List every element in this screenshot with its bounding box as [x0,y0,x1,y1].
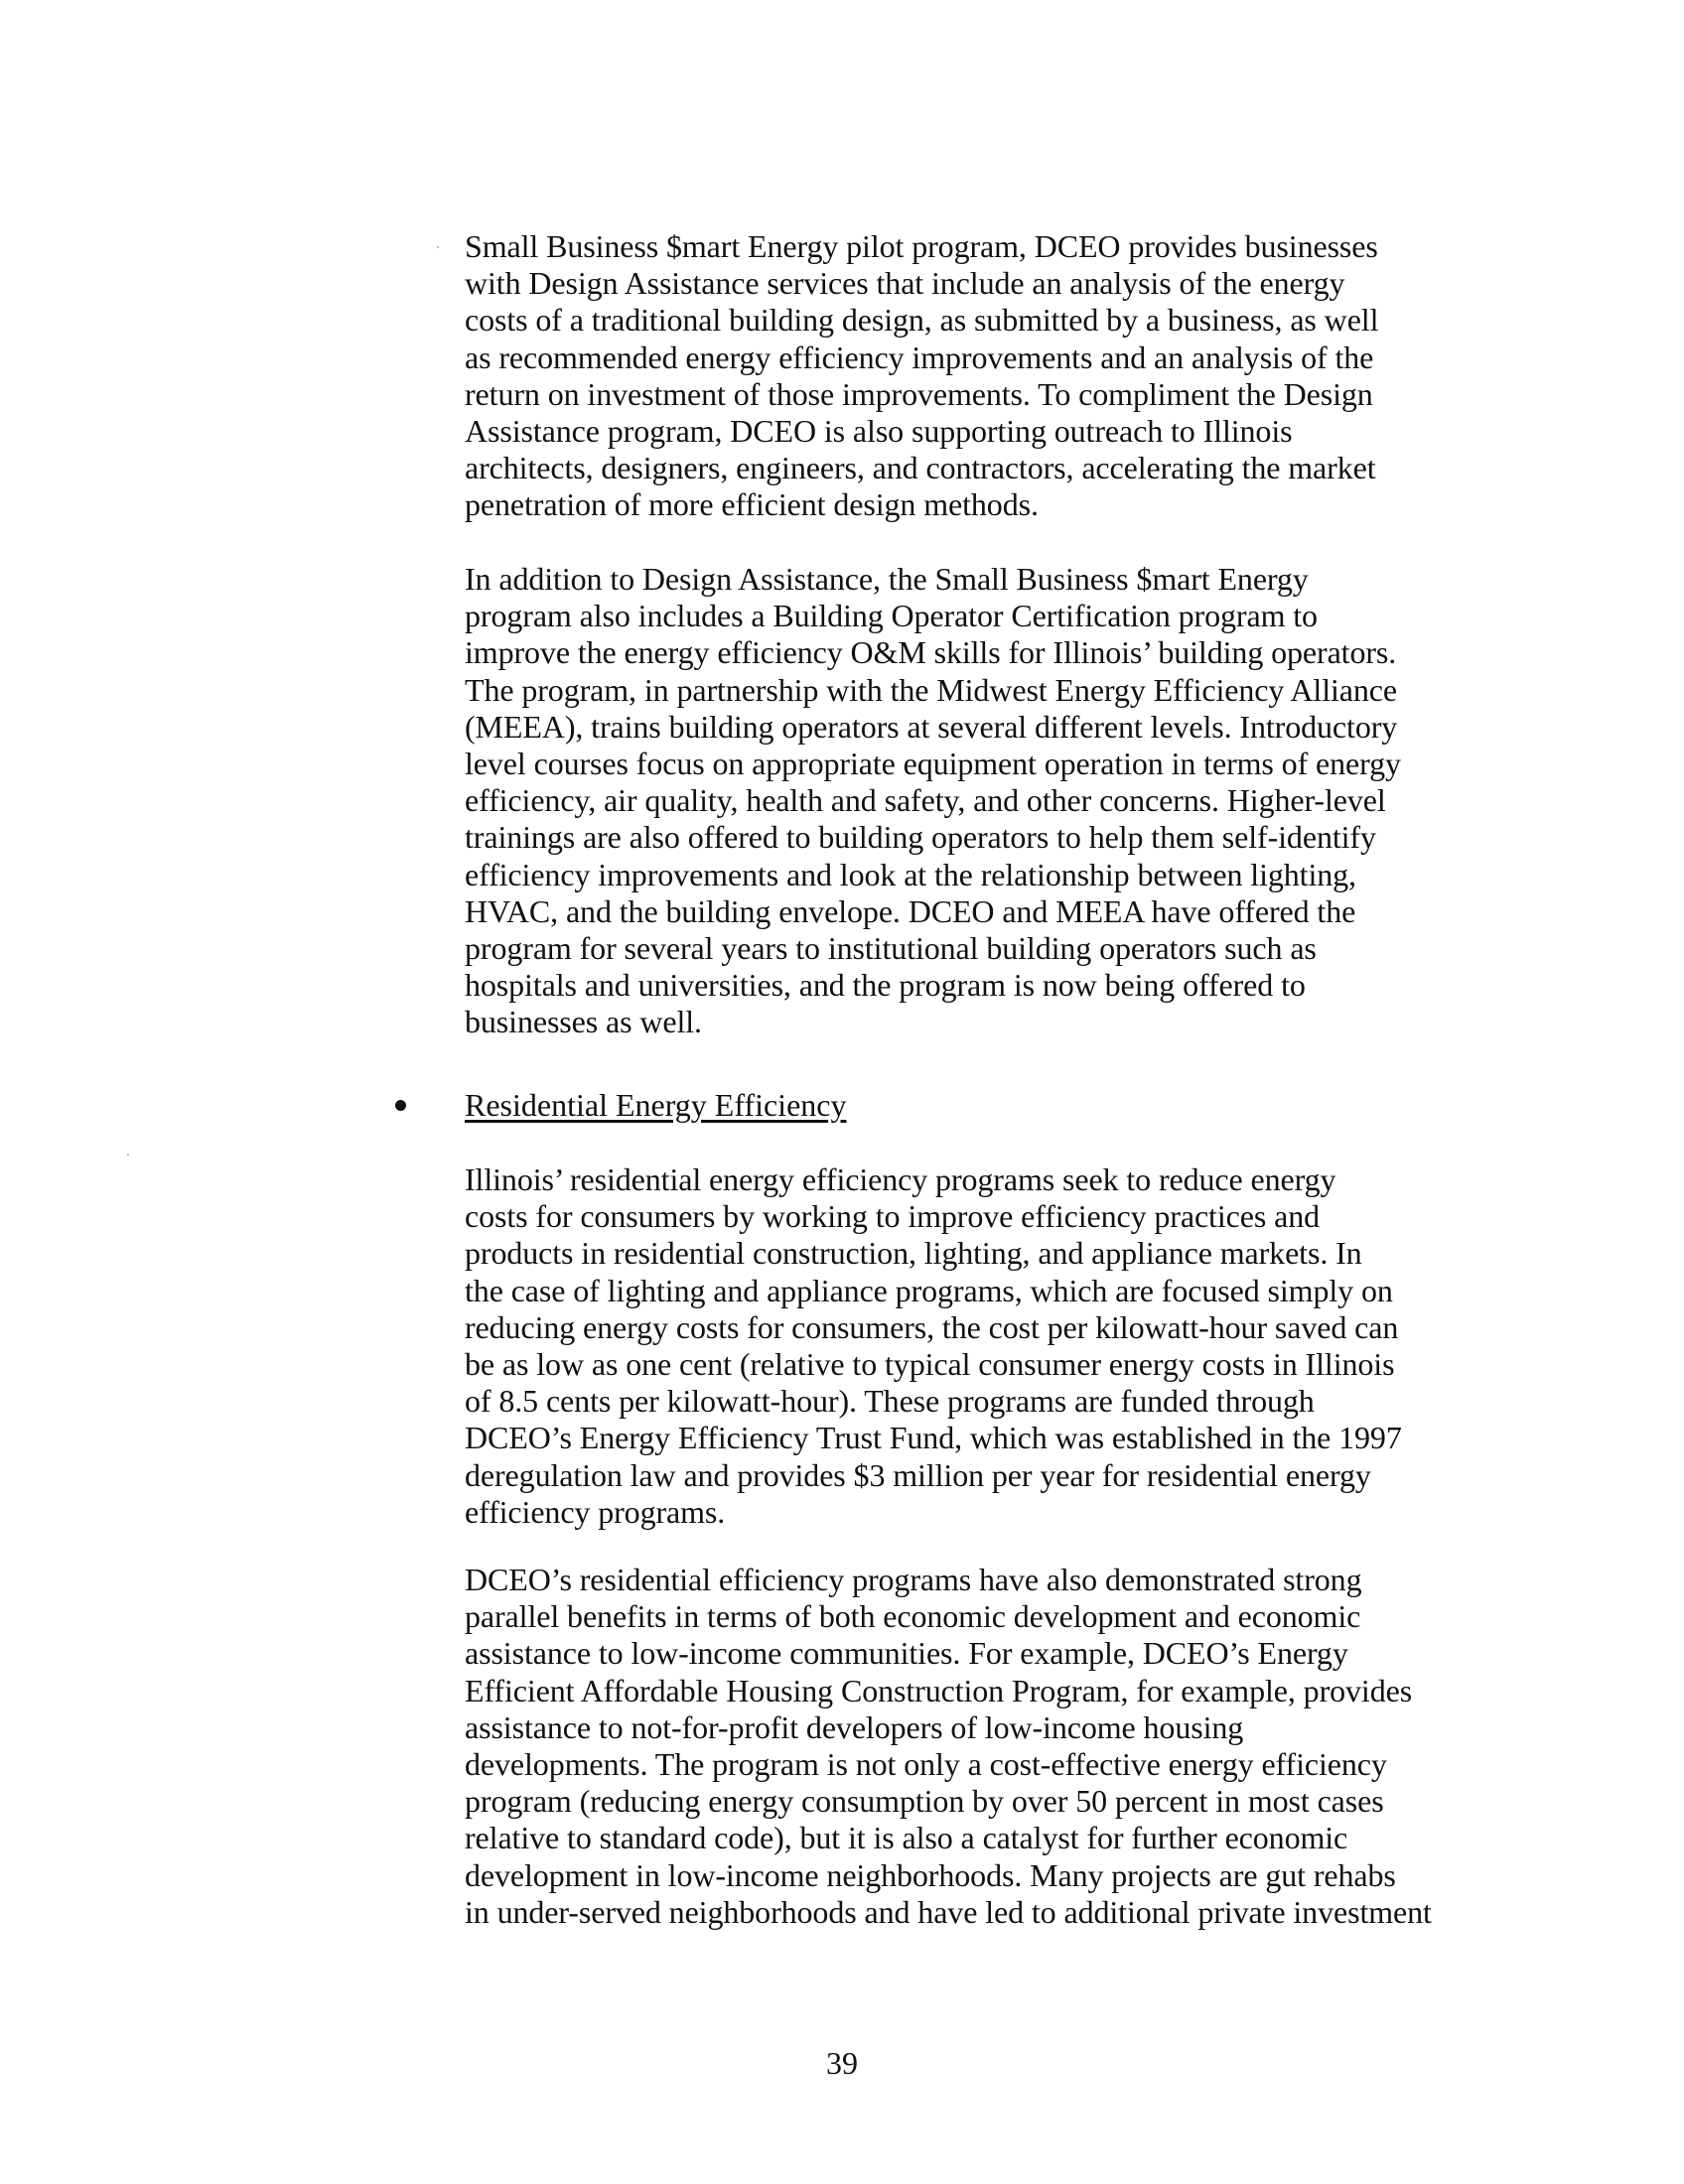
text-line: assistance to not-for-profit developers of low-income housing [465,1708,1244,1745]
text-line: development in low-income neighborhoods. Many projects are gut rehabs [465,1856,1396,1893]
text-line: DCEO’s residential efficiency programs have also demonstrated strong [465,1562,1362,1597]
text-line: costs for consumers by working to improve efficiency practices and [465,1198,1320,1235]
text-line: parallel benefits in terms of both economic development and economic [465,1598,1361,1635]
text-line: the case of lighting and appliance programs, which are focused simply on [465,1272,1393,1308]
paragraph-parallel-benefits [465,1562,1487,1931]
text-line: level courses focus on appropriate equipment operation in terms of energy [465,746,1401,782]
text-line: efficiency programs. [465,1493,726,1530]
text-line: relative to standard code), but it is also a catalyst for further economic [465,1820,1348,1856]
paragraph-residential-programs [465,1161,1487,1531]
text-line: of 8.5 cents per kilowatt-hour). These programs are funded through [465,1383,1315,1420]
text-line: The program, in partnership with the Midwest Energy Efficiency Alliance [465,671,1398,708]
scan-speck [437,246,439,248]
text-line: HVAC, and the building envelope. DCEO and MEEA have offered the [465,892,1356,929]
text-line: as recommended energy efficiency improvements and an analysis of the [465,339,1374,375]
text-line: deregulation law and provides $3 million per year for residential energy [465,1456,1371,1493]
text-line: in under-served neighborhoods and have led to additional private investment [465,1893,1432,1930]
text-line: (MEEA), trains building operators at several different levels. Introductory [465,708,1398,745]
text-line: businesses as well. [465,1004,702,1040]
text-line: improve the energy efficiency O&M skills for Illinois’ building operators. [465,634,1397,671]
text-line: penetration of more efficient design methods. [465,486,1039,523]
text-line: In addition to Design Assistance, the Small Business $mart Energy [465,561,1309,597]
page-number: 39 [826,2045,858,2081]
text-line: efficiency, air quality, health and safety, and other concerns. Higher-level [465,782,1386,819]
text-line: developments. The program is not only a cost-effective energy efficiency [465,1746,1387,1783]
text-line: Efficient Affordable Housing Construction Program, for example, provides [465,1672,1413,1708]
bullet-icon [395,1100,406,1111]
text-line: efficiency improvements and look at the relationship between lighting, [465,856,1356,892]
text-line: DCEO’s Energy Efficiency Trust Fund, which was established in the 1997 [465,1420,1402,1456]
text-line: Assistance program, DCEO is also supporting outreach to Illinois [465,413,1293,450]
text-line: costs of a traditional building design, as submitted by a business, as well [465,302,1379,339]
section-heading: Residential Energy Efficiency [465,1087,847,1123]
text-line: products in residential construction, lighting, and appliance markets. In [465,1235,1362,1272]
text-line: return on investment of those improvements. To compliment the Design [465,375,1373,412]
text-line: program also includes a Building Operator Certification program to [465,598,1318,634]
text-line: hospitals and universities, and the program is now being offered to [465,967,1306,1004]
text-line: architects, designers, engineers, and contractors, accelerating the market [465,450,1376,486]
text-line: reducing energy costs for consumers, the cost per kilowatt-hour saved can [465,1308,1399,1345]
text-line: program for several years to institutional building operators such as [465,930,1317,967]
paragraph-design-assistance [465,228,1487,524]
bullet-item-residential [395,1087,846,1124]
scan-speck [127,1154,129,1156]
text-line: with Design Assistance services that include an analysis of the energy [465,265,1345,302]
text-line: assistance to low-income communities. For example, DCEO’s Energy [465,1635,1348,1672]
text-line: be as low as one cent (relative to typical consumer energy costs in Illinois [465,1346,1395,1383]
paragraph-building-operator-certification [465,561,1487,1041]
text-line: Illinois’ residential energy efficiency programs seek to reduce energy [465,1161,1336,1197]
text-line: program (reducing energy consumption by over 50 percent in most cases [465,1783,1384,1820]
text-line: trainings are also offered to building operators to help them self-identify [465,819,1376,856]
text-line: Small Business $mart Energy pilot program, DCEO provides businesses [465,228,1378,264]
